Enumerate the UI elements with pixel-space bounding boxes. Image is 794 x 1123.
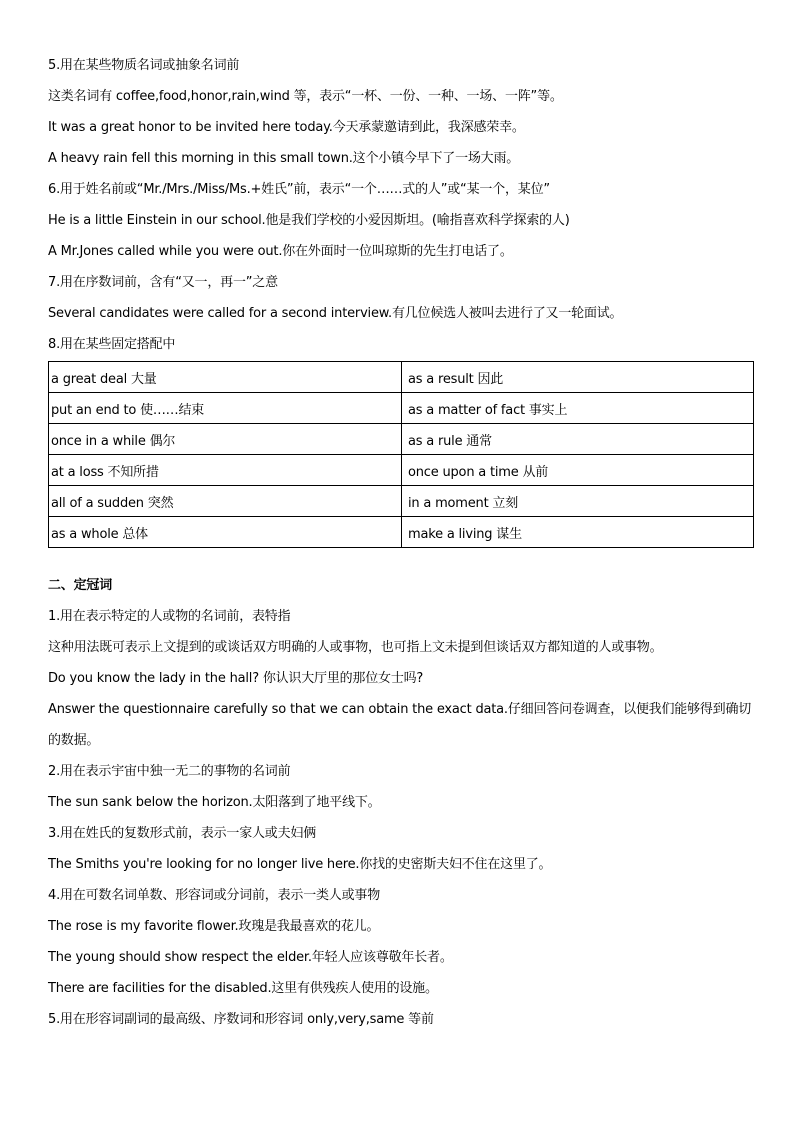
rule-heading-8: 8.用在某些固定搭配中 (48, 337, 176, 352)
example-sentence: Answer the questionnaire carefully so that we can obtain the exact data.仔细回答问卷调查，以便我们能够得到确切的数据。 (48, 702, 752, 748)
table-row (49, 486, 754, 517)
example-sentence: It was a great honor to be invited here today.今天承蒙邀请到此，我深感荣幸。 (48, 120, 525, 135)
rule-heading-2: 2.用在表示宇宙中独一无二的事物的名词前 (48, 764, 291, 779)
example-sentence: Do you know the lady in the hall? 你认识大厅里的那位女士吗? (48, 671, 424, 686)
table-cell: as a rule 通常 (402, 424, 754, 455)
table-row (49, 517, 754, 548)
table-cell: all of a sudden 突然 (49, 486, 402, 517)
fixed-phrase-table (48, 361, 754, 548)
example-sentence: A heavy rain fell this morning in this small town.这个小镇今早下了一场大雨。 (48, 151, 520, 166)
example-sentence: There are facilities for the disabled.这里有供残疾人使用的设施。 (48, 981, 438, 996)
rule-explanation: 这种用法既可表示上文提到的或谈话双方明确的人或事物，也可指上文未提到但谈话双方都知道的人或事物。 (48, 640, 663, 655)
table-cell: at a loss 不知所措 (49, 455, 402, 486)
table-row (49, 424, 754, 455)
rule-heading-6: 6.用于姓名前或“Mr./Mrs./Miss/Ms.+姓氏”前，表示“一个……式的人”或“某一个，某位” (48, 182, 550, 197)
section-heading: 二、定冠词 (48, 578, 113, 593)
table-cell: make a living 谋生 (402, 517, 754, 548)
table-cell: once in a while 偶尔 (49, 424, 402, 455)
table-row (49, 393, 754, 424)
rule-heading-4: 4.用在可数名词单数、形容词或分词前，表示一类人或事物 (48, 888, 381, 903)
rule-heading-3: 3.用在姓氏的复数形式前，表示一家人或夫妇俩 (48, 826, 317, 841)
document-page (48, 50, 754, 1035)
example-sentence: He is a little Einstein in our school.他是我们学校的小爱因斯坦。(喻指喜欢科学探索的人) (48, 213, 570, 228)
rule-heading-7: 7.用在序数词前，含有“又一，再一”之意 (48, 275, 278, 290)
table-cell: once upon a time 从前 (402, 455, 754, 486)
example-sentence: The sun sank below the horizon.太阳落到了地平线下。 (48, 795, 381, 810)
table-row (49, 362, 754, 393)
rule-heading-5: 5.用在某些物质名词或抽象名词前 (48, 58, 240, 73)
example-sentence: The young should show respect the elder.年轻人应该尊敬年长者。 (48, 950, 453, 965)
example-sentence: A Mr.Jones called while you were out.你在外面时一位叫琼斯的先生打电话了。 (48, 244, 513, 259)
table-cell: as a whole 总体 (49, 517, 402, 548)
example-sentence: Several candidates were called for a second interview.有几位候选人被叫去进行了又一轮面试。 (48, 306, 623, 321)
table-cell: a great deal 大量 (49, 362, 402, 393)
table-cell: as a matter of fact 事实上 (402, 393, 754, 424)
rule-explanation: 这类名词有 coffee,food,honor,rain,wind 等，表示“一杯、一份、一种、一场、一阵”等。 (48, 89, 563, 104)
table-cell: as a result 因此 (402, 362, 754, 393)
example-sentence: The rose is my favorite flower.玫瑰是我最喜欢的花儿。 (48, 919, 380, 934)
table-row (49, 455, 754, 486)
example-sentence: The Smiths you're looking for no longer live here.你找的史密斯夫妇不住在这里了。 (48, 857, 552, 872)
table-cell: put an end to 使……结束 (49, 393, 402, 424)
table-cell: in a moment 立刻 (402, 486, 754, 517)
rule-heading-1: 1.用在表示特定的人或物的名词前，表特指 (48, 609, 291, 624)
rule-heading-5: 5.用在形容词副词的最高级、序数词和形容词 only,very,same 等前 (48, 1012, 434, 1027)
